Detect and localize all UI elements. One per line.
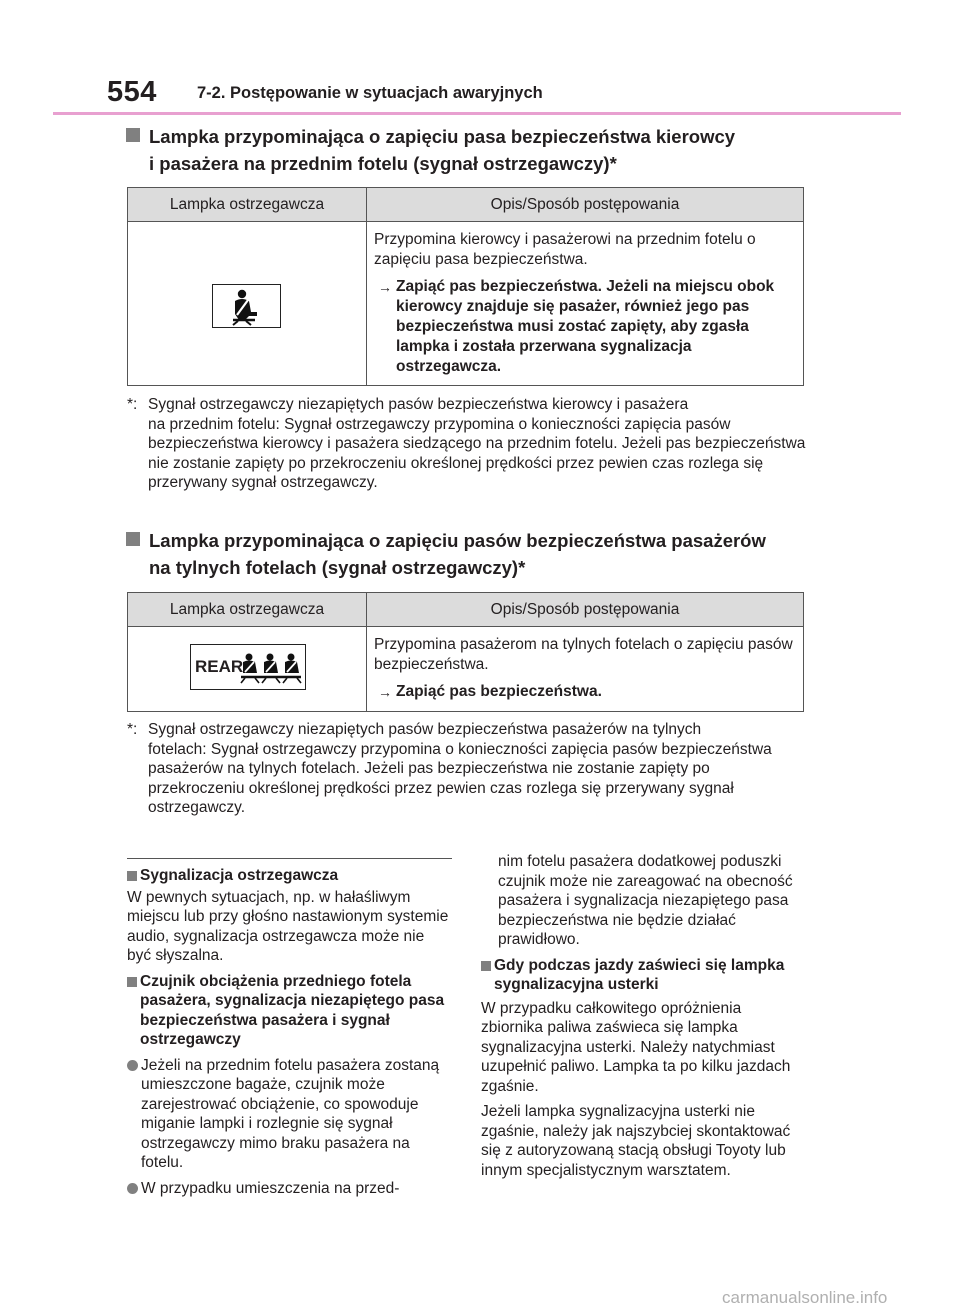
- subheading-warning-signal: Sygnalizacja ostrzegawcza: [127, 866, 452, 886]
- bullet-item: Jeżeli na przednim fotelu pasażera zostaną umieszczone bagaże, czujnik może zarejestrować obciążenie, co spowoduje miganie lampki i rozlegnie się sygnał ostrzegawczy mimo braku pasażera na fotelu.: [127, 1056, 452, 1173]
- seatbelt-warning-icon: [212, 284, 281, 328]
- square-bullet-icon: [127, 977, 137, 987]
- watermark: carmanualsonline.info: [722, 1288, 888, 1307]
- square-bullet-icon: [126, 128, 140, 142]
- desc-cell: [367, 222, 804, 386]
- bullet-item: W przypadku umieszczenia na przed-: [127, 1179, 452, 1199]
- subheading-malfunction-lamp: Gdy podczas jazdy zaświeci się lampka sygnalizacyjna usterki: [481, 956, 806, 995]
- column-divider: [127, 858, 452, 859]
- section-title: 7-2. Postępowanie w sytuacjach awaryjnych: [197, 84, 543, 102]
- col-header-lamp: Lampka ostrzegawcza: [128, 593, 367, 627]
- section2-heading: Lampka przypominająca o zapięciu pasów bezpieczeństwa pasażerów na tylnych fotelach (sygnał ostrzegawczy)*: [126, 527, 916, 581]
- front-warning-table: [127, 187, 804, 386]
- action-instruction: → Zapiąć pas bezpieczeństwa.: [374, 682, 797, 702]
- rear-seatbelt-warning-icon: REAR: [190, 644, 306, 690]
- col-header-desc: Opis/Sposób postępowania: [367, 593, 804, 627]
- lamp-description: Przypomina pasażerom na tylnych fotelach o zapięciu pasów bezpieczeństwa.: [374, 636, 793, 673]
- subheading-load-sensor: Czujnik obciążenia przedniego fotela pasażera, sygnalizacja niezapiętego pasa bezpieczeństwa pasażera i sygnał ostrzegawczy: [127, 972, 452, 1050]
- lamp-cell: [128, 627, 367, 712]
- col-header-lamp: Lampka ostrzegawcza: [128, 188, 367, 222]
- arrow-right-icon: →: [378, 279, 392, 295]
- right-column: [481, 852, 806, 1180]
- desc-cell: [367, 627, 804, 712]
- left-column: [127, 866, 452, 1198]
- rear-warning-table: [127, 592, 804, 712]
- square-bullet-icon: [481, 961, 491, 971]
- paragraph: W pewnych sytuacjach, np. w hałaśliwym miejscu lub przy głośno nastawionym systemie audio, sygnalizacja ostrzegawcza może nie być słyszalna.: [127, 888, 449, 964]
- square-bullet-icon: [127, 871, 137, 881]
- page-number: 554: [107, 76, 157, 108]
- round-bullet-icon: [127, 1183, 138, 1194]
- round-bullet-icon: [127, 1060, 138, 1071]
- rear-warning-note: *: Sygnał ostrzegawczy niezapiętych pasów bezpieczeństwa pasażerów na tylnych fotelach: Sygnał ostrzegawczy przypomina o konieczności zapięcia pasów bezpieczeństwa pasażerów na tylnych fotelach. Jeżeli pas bezpieczeństwa nie zostanie zapięty po przekroczeniu określonej prędkości przez pewien czas rozlega się przerywany sygnał ostrzegawczy.: [127, 721, 772, 816]
- lamp-cell: [128, 222, 367, 386]
- paragraph: Jeżeli lampka sygnalizacyjna usterki nie zgaśnie, należy jak najszybciej skontaktować się z autoryzowaną stacją obsługi Toyoty lub innym specjalistycznym warsztatem.: [481, 1103, 791, 1179]
- front-warning-note: *: Sygnał ostrzegawczy niezapiętych pasów bezpieczeństwa kierowcy i pasażera na przednim fotelu: Sygnał ostrzegawczy przypomina o konieczności zapięcia pasów bezpieczeństwa kierowcy i pasażera siedzącego na przednim fotelu. Jeżeli pas bezpieczeństwa nie zostanie zapięty po przekroczeniu określonej prędkości przez pewien czas rozlega się przerywany sygnał ostrzegawczy.: [127, 396, 806, 491]
- arrow-right-icon: →: [378, 684, 392, 700]
- lamp-description: Przypomina kierowcy i pasażerowi na przednim fotelu o zapięciu pasa bezpieczeństwa.: [374, 231, 756, 268]
- section1-heading: Lampka przypominająca o zapięciu pasa bezpieczeństwa kierowcy i pasażera na przednim fotelu (sygnał ostrzegawczy)*: [126, 123, 906, 177]
- bullet-continuation: nim fotelu pasażera dodatkowej poduszki czujnik może nie zareagować na obecność pasażera i sygnalizacja niezapiętego pasa bezpieczeństwa nie będzie działać prawidłowo.: [498, 853, 793, 948]
- action-instruction: → Zapiąć pas bezpieczeństwa. Jeżeli na miejscu obok kierowcy znajduje się pasażer, również jego pas bezpieczeństwa musi zostać zapięty, aby zgasła lampka i została przerwana sygnalizacja ostrzegawcza.: [374, 277, 797, 377]
- col-header-desc: Opis/Sposób postępowania: [367, 188, 804, 222]
- header-divider: [53, 112, 901, 115]
- square-bullet-icon: [126, 532, 140, 546]
- paragraph: W przypadku całkowitego opróżnienia zbiornika paliwa zaświeca się lampka sygnalizacyjna usterki. Należy natychmiast uzupełnić paliwo. Lampka ta po kilku jazdach zgaśnie.: [481, 999, 791, 1095]
